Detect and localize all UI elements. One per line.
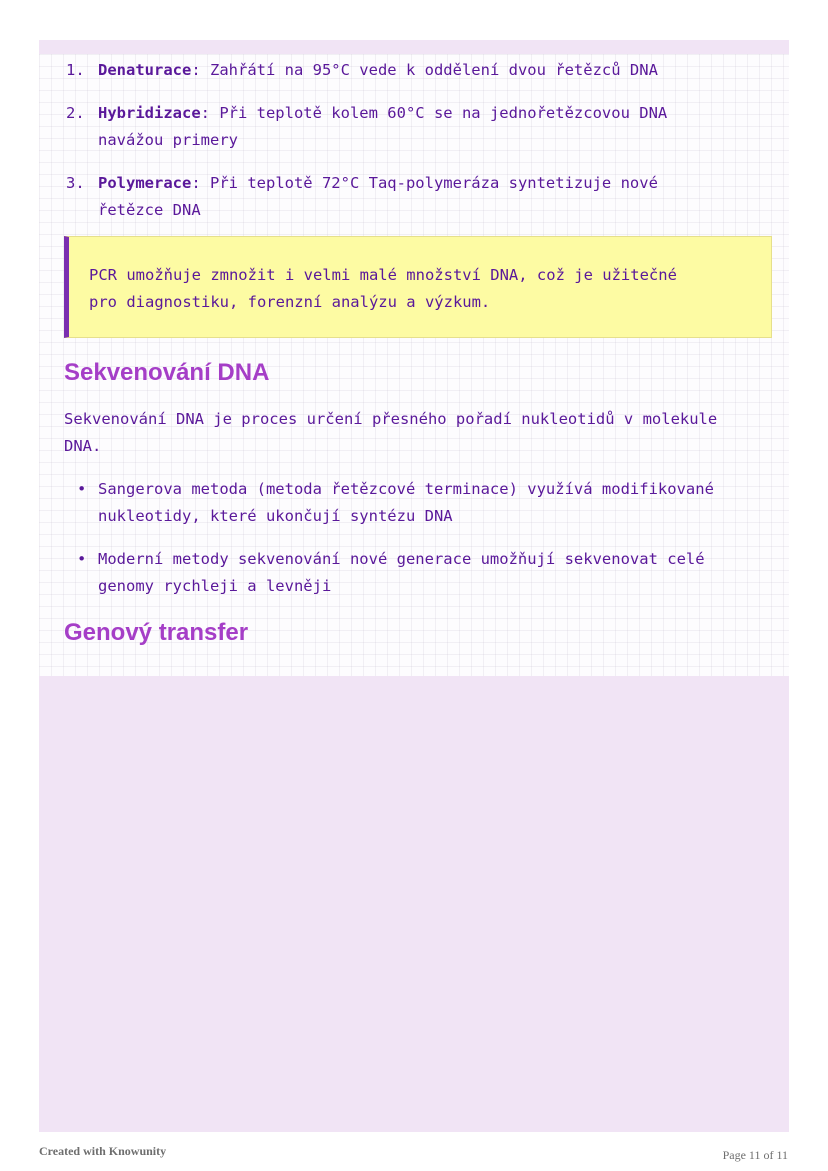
step-text: : Zahřátí na 95°C vede k oddělení dvou řetězců DNA <box>191 61 658 79</box>
list-number: 3. <box>66 174 85 192</box>
bullet-icon: • <box>77 550 87 568</box>
step-term: Denaturace <box>98 61 192 79</box>
bullet-icon: • <box>77 480 87 498</box>
paragraph-line: Sekvenování DNA je proces určení přesného pořadí nukleotidů v molekule <box>64 410 718 428</box>
step-term: Hybridizace <box>98 104 201 122</box>
step-text: : Při teplotě kolem 60°C se na jednořetězcovou DNA <box>200 104 668 122</box>
section-heading-gene-transfer: Genový transfer <box>64 619 249 646</box>
callout-line: PCR umožňuje zmnožit i velmi malé množství DNA, což je užitečné <box>89 266 677 284</box>
step-text-cont: navážou primery <box>98 131 238 149</box>
bullet-text: Moderní metody sekvenování nové generace umožňují sekvenovat celé <box>98 550 705 568</box>
sequencing-intro <box>64 406 784 460</box>
empty-panel <box>39 676 789 1132</box>
step-term: Polymerace <box>98 174 192 192</box>
info-callout <box>64 236 772 338</box>
list-number: 2. <box>66 104 85 122</box>
callout-line: pro diagnostiku, forenzní analýzu a výzkum. <box>89 293 491 311</box>
footer-created-with: Created with Knowunity <box>39 1144 167 1158</box>
footer-page-number: Page 11 of 11 <box>722 1148 788 1162</box>
bullet-text-cont: nukleotidy, které ukončují syntézu DNA <box>98 507 453 525</box>
note-content <box>39 54 789 676</box>
paragraph-line: DNA. <box>64 437 102 455</box>
step-text-cont: řetězce DNA <box>98 201 201 219</box>
top-band <box>39 40 789 54</box>
list-number: 1. <box>66 61 85 79</box>
bullet-text-cont: genomy rychleji a levněji <box>98 577 332 595</box>
step-text: : Při teplotě 72°C Taq-polymeráza syntetizuje nové <box>191 174 658 192</box>
bullet-text: Sangerova metoda (metoda řetězcové terminace) využívá modifikované <box>98 480 714 498</box>
section-heading-sequencing: Sekvenování DNA <box>64 359 270 386</box>
